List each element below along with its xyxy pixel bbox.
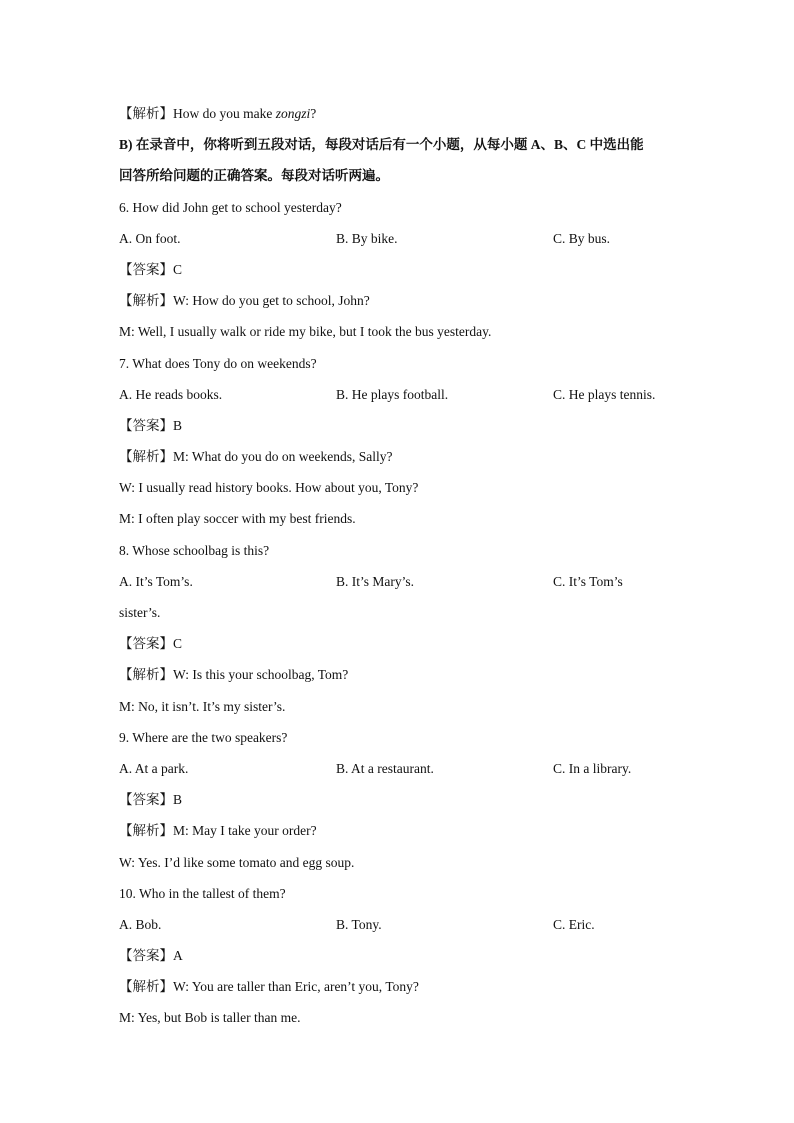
analysis-line: W: Yes. I’d like some tomato and egg soup. bbox=[119, 854, 355, 870]
option-a: A. On foot. bbox=[119, 230, 181, 246]
option-b: B. At a restaurant. bbox=[336, 760, 434, 776]
answer-value: C bbox=[173, 261, 183, 277]
option-c: C. He plays tennis. bbox=[553, 386, 656, 402]
answer-tag: 【答案】 bbox=[119, 417, 173, 433]
option-b: B. It’s Mary’s. bbox=[336, 573, 415, 589]
option-c-wrap: sister’s. bbox=[119, 605, 161, 620]
answer-line bbox=[119, 784, 679, 815]
option-c: C. In a library. bbox=[553, 760, 632, 776]
analysis-line bbox=[119, 971, 679, 1002]
option-a: A. Bob. bbox=[119, 916, 162, 932]
question-stem: 10. Who in the tallest of them? bbox=[119, 885, 286, 901]
q5-analysis bbox=[119, 98, 679, 129]
option-b: B. By bike. bbox=[336, 230, 398, 246]
analysis-line bbox=[119, 659, 679, 690]
analysis-tag: 【解析】 bbox=[119, 823, 173, 839]
analysis-text: W: Is this your schoolbag, Tom? bbox=[173, 667, 349, 683]
question-options bbox=[119, 379, 679, 410]
option-b: B. Tony. bbox=[336, 916, 382, 932]
analysis-line bbox=[119, 441, 679, 472]
answer-line bbox=[119, 628, 679, 659]
answer-value: A bbox=[173, 948, 183, 964]
section-b-instruction-line2: 回答所给问题的正确答案。每段对话听两遍。 bbox=[119, 168, 389, 184]
analysis-text: W: You are taller than Eric, aren’t you, Tony? bbox=[173, 979, 419, 995]
answer-tag: 【答案】 bbox=[119, 636, 173, 652]
option-a: A. At a park. bbox=[119, 760, 189, 776]
analysis-text: W: How do you get to school, John? bbox=[173, 293, 370, 309]
analysis-line bbox=[119, 815, 679, 846]
answer-line bbox=[119, 940, 679, 971]
question-options bbox=[119, 909, 679, 940]
analysis-text: M: May I take your order? bbox=[173, 823, 317, 839]
analysis-line: M: No, it isn’t. It’s my sister’s. bbox=[119, 698, 286, 714]
analysis-tag: 【解析】 bbox=[119, 293, 173, 309]
answer-value: B bbox=[173, 792, 183, 808]
analysis-line bbox=[119, 285, 679, 316]
option-c: C. It’s Tom’s bbox=[553, 573, 623, 589]
option-b: B. He plays football. bbox=[336, 386, 449, 402]
answer-line bbox=[119, 410, 679, 441]
answer-tag: 【答案】 bbox=[119, 792, 173, 808]
analysis-tag: 【解析】 bbox=[119, 449, 173, 465]
question-stem: 6. How did John get to school yesterday? bbox=[119, 199, 342, 215]
analysis-italic-word: zongzi bbox=[275, 106, 311, 121]
answer-value: C bbox=[173, 636, 183, 652]
analysis-tag: 【解析】 bbox=[119, 106, 173, 121]
question-stem: 7. What does Tony do on weekends? bbox=[119, 355, 317, 371]
question-stem: 8. Whose schoolbag is this? bbox=[119, 542, 270, 558]
option-c: C. By bus. bbox=[553, 230, 611, 246]
answer-value: B bbox=[173, 417, 183, 433]
analysis-line: M: Well, I usually walk or ride my bike, but I took the bus yesterday. bbox=[119, 324, 492, 340]
answer-tag: 【答案】 bbox=[119, 261, 173, 277]
analysis-line: M: Yes, but Bob is taller than me. bbox=[119, 1010, 301, 1026]
document-page bbox=[119, 98, 679, 1034]
analysis-line: W: I usually read history books. How about you, Tony? bbox=[119, 480, 419, 496]
option-a: A. He reads books. bbox=[119, 386, 223, 402]
analysis-text: How do you make bbox=[173, 106, 276, 121]
analysis-tag: 【解析】 bbox=[119, 979, 173, 995]
question-options bbox=[119, 566, 679, 597]
analysis-line: M: I often play soccer with my best friends. bbox=[119, 511, 356, 527]
option-a: A. It’s Tom’s. bbox=[119, 573, 193, 589]
analysis-text: M: What do you do on weekends, Sally? bbox=[173, 449, 393, 465]
question-options bbox=[119, 223, 679, 254]
option-c: C. Eric. bbox=[553, 916, 595, 932]
answer-line bbox=[119, 254, 679, 285]
answer-tag: 【答案】 bbox=[119, 948, 173, 964]
analysis-tag: 【解析】 bbox=[119, 667, 173, 683]
analysis-text-end: ? bbox=[310, 106, 317, 121]
question-options bbox=[119, 753, 679, 784]
section-b-instruction-line1: B) 在录音中，你将听到五段对话，每段对话后有一个小题，从每小题 A、B、C 中选出能 bbox=[119, 137, 644, 153]
question-stem: 9. Where are the two speakers? bbox=[119, 729, 288, 745]
